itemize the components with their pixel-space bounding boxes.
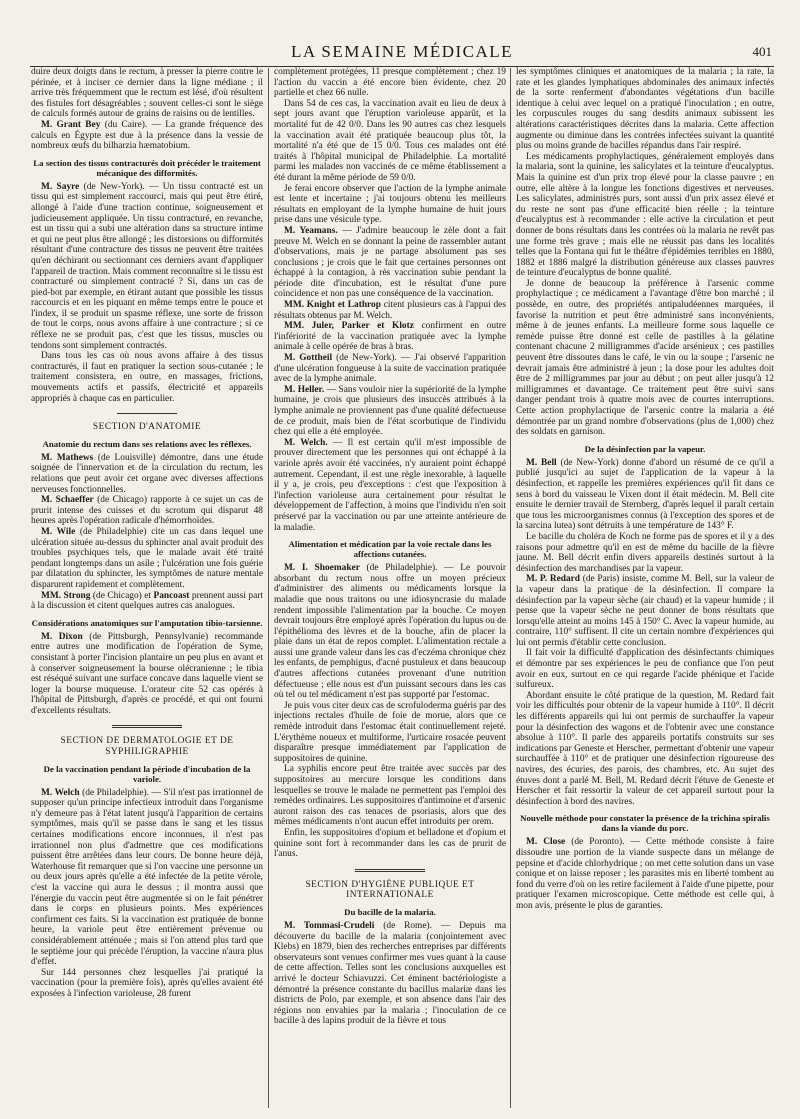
paragraph-text: (de New-York) donne d'abord un résumé de ce qu'il a publié jusqu'ici au sujet de l'application de la vapeur à la désinfection, et rappelle les premières expériences qu'il fit dans ce sens à bord du vaisseau le Vixen dont il était médecin. M. Bell cite ensuite le dernier travail de Sternberg, d'après lequel il paraît certain que tous les microorganismes connus (à l'exception des spores et de la sarcina lutea) sont détruits à une température de 143° F. [516, 457, 774, 532]
speaker-name: M. Bell [526, 457, 557, 468]
paragraph [516, 458, 774, 532]
paragraph-text: (de Chicago) et [90, 590, 154, 601]
article-heading: Considérations anatomiques sur l'amputation tibio-tarsienne. [31, 617, 263, 628]
paragraph: Je ferai encore observer que l'action de la lymphe animale est lente et incertaine ; j'ai toujours obtenu les meilleurs résultats en employant de la lymphe humaine de huit jours prise dans une vésicule type. [274, 183, 506, 226]
paragraph-text: (de Philadelphie) cite un cas dans lequel une ulcération située au-dessus du sphincter anal avait produit des troubles psychiques tels, que le malade avait été traité pendant longtemps dans un asile ; l'ulcération une fois guérie par dilatation du sphincter, les symptômes de nature mentale disparurent rapidement et complètement. [31, 526, 263, 590]
paragraph: Je donne de beaucoup la préférence à l'arsenic comme prophylactique ; ce médicament a l'avantage d'être bon marché ; il possède, en outre, des propriétés antipaludéennes marquées, il favorise la nutrition et peut être administré sans inconvénients, même à de jeunes enfants. La meilleure forme sous laquelle ce remède puisse être donné est celle de pastilles à la gélatine contenant chacune 2 milligrammes d'acide arsénieux ; ces pastilles peuvent être dissoutes dans le café, le vin ou la soupe ; l'arsenic ne devrait jamais être administré à jeun ; la dose pour les adultes doit être de 2 milligrammes par jour au début ; on peut aller jusqu'à 12 milligrammes et davantage. Ce traitement peut être suivi sans danger pendant trois à quatre mois avec de courtes interruptions. Cette action prophylactique de l'arsenic contre la malaria a été démontrée par un grand nombre d'observations (plus de 1,000) chez des soldats en garnison. [516, 278, 774, 438]
paragraph-text: — J'admire beaucoup le zèle dont a fait preuve M. Welch en se donnant la peine de rassembler autant d'observations, mais je ne partage absolument pas ses conclusions ; je crois que le fait que certaines personnes ont échappé à la contagion, à rès vaccination subie pendant la période dite d'incubation, est le résultat d'une pure coïncidence et non pas une conséquence de la vaccination. [274, 225, 506, 300]
speaker-name: M. Gottheil [284, 353, 333, 364]
paragraph: Dans tous les cas où nous avons affaire à des tissus contracturés, il faut en pratiquer la section sous-cutanée ; le traitement consistera, en outre, en massages, frictions, mouvements actifs et passifs, électricité et appareils appropriés à chaque cas en particulier. [31, 351, 263, 404]
paragraph-text: (de Rome). — Depuis ma découverte du bacille de la malaria (conjointement avec Klebs) en 1879, bien des recherches entreprises par différents observateurs sont venues confirmer mes vues quant à la cause de cette affection. Telles sont les conclusions auxquelles est arrivé le docteur Schiavuzzi. Cet éminent bactériologiste a démontré la présence constante du bacillus malariæ dans les districts de Polo, par exemple, et son absence dans l'air des régions non envahies par la malaria ; l'inoculation de ce bacille à des lapins produit de la fièvre et tous [274, 920, 506, 1027]
paragraph [274, 563, 506, 701]
speaker-name: M. Heller. [284, 384, 325, 395]
section-title: SECTION D'ANATOMIE [92, 422, 202, 433]
column-right [516, 67, 774, 1107]
paragraph-text: confirment en outre l'infériorité de la vaccination pratiquée avec la lymphe animale à celle opérée de bras à bras. [274, 321, 506, 353]
page-header [30, 38, 774, 67]
paragraph [31, 495, 263, 527]
article-heading: Du bacille de la malaria. [344, 906, 436, 917]
paragraph-text: citent plusieurs cas à l'appui des résultats obtenus par M. Welch. [274, 300, 506, 321]
speaker-name: Pancoast [153, 590, 190, 601]
column-left [31, 67, 263, 1107]
paragraph [274, 226, 506, 300]
paragraph-text: (de New-York). — Un tissu contracté est un tissu qui est simplement raccourci, mais qui peut être étiré, allongé à l'aide d'une traction continue, soigneusement et judicieusement appliquée. Un tissu contracturé, en revanche, est un tissu qui a subi une altération dans sa structure intime et qui ne peut plus être allongé ; les distorsions ou difformités résultant d'une contracture des tissus ne peuvent être traitées qu'en déchirant ou sectionnant ces derniers avant d'appliquer l'appareil de traction. Mais comment reconnaître si le tissu est contracturé ou simplement contracté ? Si, dans un cas de pied-bot par exemple, en étirant autant que possible les tissus raccourcis et en les piquant en même temps entre le pouce et l'index, il se produit un spasme réflexe, une sorte de frisson de tout le corps, nous avons affaire à une contracture ; si ce réflexe ne se produit pas, c'est que les tissus, muscles ou tendons sont simplement contractés. [31, 181, 263, 351]
journal-title: LA SEMAINE MÉDICALE [290, 42, 514, 61]
paragraph: Les médicaments prophylactiques, généralement employés dans la malaria, sont la quinine, les salicylates et la teinture d'eucalyptus. Mais la quinine est d'un prix trop élevé pour la classe pauvre ; en outre, elle altère à la longue les fonctions digestives et nerveuses. Les salicylates, administrés purs, sont aussi d'un prix assez élevé et du reste ne sont pas d'une efficacité bien réelle ; la teinture d'eucalyptus est à recommander : elle active la circulation et peut donner de bons résultats dans les contrées où la malaria ne revêt pas une forme très grave ; mais elle ne réussit pas dans les localités telles que la Fontana qui fut le théâtre d'épidémies terribles en 1880, 1882 et 1886 malgré la distribution généreuse aux classes pauvres de teinture d'eucalyptus de bonne qualité. [516, 151, 774, 279]
paragraph [31, 632, 263, 717]
paragraph: Le bacille du choléra de Koch ne forme pas de spores et il y a des raisons pour admettre qu'il en est de même du bacille de la fièvre jaune. M. Bell décrit enfin divers appareils destinés surtout à la désinfection des marchandises par la vapeur. [516, 531, 774, 574]
paragraph: Je puis vous citer deux cas de scrofuloderma guéris par des injections rectales d'huile de foie de morue, alors que ce remède introduit dans l'estomac était continuellement rejeté. L'érythème noueux et multiforme, l'urticaire rosacée peuvent disparaître presque immédiatement par l'application de suppositoires de quinine. [274, 700, 506, 764]
paragraph-text: — Sans vouloir nier la supériorité de la lymphe humaine, je crois que plusieurs des insuccès attribués à la lymphe animale ne proviennent pas d'une qualité défectueuse de ce produit, mais bien de l'état scorbutique de l'individu chez qui elle a été employée. [274, 384, 506, 438]
article-heading: De la vaccination pendant la période d'incubation de la variole. [43, 763, 251, 784]
speaker-name: M. Mathews [41, 452, 94, 463]
paragraph-text: (de Poronto). — Cette méthode consiste à faire dissoudre une portion de la viande suspecte dans un mélange de pepsine et d'acide chlorhydrique ; on met cette solution dans un vase conique et on laisse reposer ; les parasites mis en liberté tombent au fond du verre d'où on les retire facilement à l'aide d'une pipette, pour pratiquer l'examen microscopique. Cette méthode est celle qui, à mon avis, présente le plus de garanties. [516, 837, 774, 911]
paragraph [31, 527, 263, 591]
speaker-name: M. Wile [41, 526, 76, 537]
paragraph [274, 300, 506, 321]
paragraph [31, 182, 263, 352]
paragraph-text: (de Pittsburgh, Pennsylvanie) recommande entre autres une modification de l'opération de Syme, consistant à porter l'incision plantaire un peu plus en avant et à conserver soigneusement la bourse olécranienne ; le tibia est réséqué suivant une surface concave dans laquelle vient se loger la bourse muqueuse. L'orateur cite 52 cas opérés à l'hôpital de Pittsburgh, d'après ce procédé, et qui ont fourni d'excellents résultats. [31, 631, 263, 716]
paragraph [31, 453, 263, 495]
paragraph [31, 120, 263, 152]
speaker-name: M. Yeamans. [284, 225, 338, 236]
speaker-name: M. Sayre [41, 181, 80, 192]
section-title: SECTION D'HYGIÈNE PUBLIQUE ET INTERNATIONALE [305, 879, 475, 901]
speaker-name: M. P. Redard [526, 574, 581, 585]
paragraph-text: (de Paris) insiste, comme M. Bell, sur la valeur de la vapeur dans la pratique de la désinfection. Il compare la désinfection par la vapeur sèche (air chaud) et la vapeur humide ; il pense que la vapeur sèche ne peut donner de bons résultats que lorsqu'elle atteint au moins 145 à 150° C. Avec la vapeur humide, au contraire, 110° suffisent. Il cite un certain nombre d'expériences qui lui ont permis d'établir cette conclusion. [516, 574, 774, 648]
paragraph [516, 574, 774, 648]
speaker-name: M. Close [526, 837, 566, 848]
speaker-name: M. Grant Bey [41, 119, 101, 130]
speaker-name: MM. Strong [41, 590, 91, 601]
paragraph-text: (du Caire). — La grande fréquence des calculs en Égypte est due à la présence dans la vessie de nombreux œufs du bilharzia hæmatobium. [31, 119, 263, 152]
speaker-name: M. Dixon [41, 631, 83, 642]
column-divider [268, 68, 269, 1108]
paragraph-text: prennent aussi part à la discussion et citent quelques autres cas analogues. [31, 590, 263, 612]
speaker-name: M. I. Shoemaker [284, 563, 360, 574]
paragraph: Dans 54 de ces cas, la vaccination avait eu lieu de deux à sept jours avant que l'éruption varioleuse apparût, et la mortalité fut de 42 0/0. Dans les 90 autres cas chez lesquels la vaccination avait été pratiquée beaucoup plus tôt, la mortalité n'a été que de 15 0/0. Tous ces malades ont été traités à l'hôpital municipal de Philadelphie. La mortalité parmi les malades non vaccinés de ce même établissement a été durant la même période de 59 0/0. [274, 98, 506, 183]
paragraph: complètement protégées, 11 presque complètement ; chez 19 l'action du vaccin a été encore bien évidente, chez 20 partielle et chez 66 nulle. [274, 67, 506, 99]
paragraph: duire deux doigts dans le rectum, à presser la pierre contre le périnée, et à inciser ce dernier dans la ligne médiane ; il arrive très fréquemment que le rectum est lésé, d'où résultent des fistules fort désagréables ; souvent celles-ci sont le siège de calculs formés autour de grains de raisins ou de lentilles. [31, 67, 263, 120]
paragraph: Enfin, les suppositoires d'opium et belladone et d'opium et quinine sont fort à recommander dans les cas de prurit de l'anus. [274, 827, 506, 860]
section-title: SECTION DE DERMATOLOGIE ET DE SYPHILIGRAPHIE [60, 736, 234, 758]
speaker-name: M. Welch. [284, 437, 328, 448]
paragraph [31, 788, 263, 968]
paragraph-text: — Il est certain qu'il m'est impossible de prouver directement que les personnes qui ont échappé à la variole après avoir été vaccinées, n'y auraient point échappé autrement. Cependant, il est une règle inexorable, à laquelle il y a, je crois, peu d'exceptions : c'est que l'exposition à l'infection varioleuse aura certainement pour résultat le développement de l'affection, à moins que l'individu n'en soit préservé par la vaccination ou par une atteinte antérieure de la maladie. [274, 437, 506, 533]
paragraph [274, 353, 506, 385]
article-heading: Anatomie du rectum dans ses relations avec les réflexes. [42, 438, 252, 449]
paragraph-text: (de Chicago) rapporte à ce sujet un cas de prurit intense des cuisses et du scrotum qui disparut 48 heures après l'opération radicale d'hémorrhoïdes. [31, 495, 263, 527]
paragraph [31, 591, 263, 612]
speaker-name: M. Schaeffer [41, 495, 94, 506]
paragraph-text: (de Philadelphie). — Le pouvoir absorbant du rectum nous offre un moyen précieux d'administrer des aliments ou médicaments lorsque la maladie que nous traitons ou une idiosyncrasie du malade rendent impossible l'alimentation par la bouche. Ce moyen devrait toujours être employé après l'opération du lupus ou de l'épithélioma des lèvres et de la bouche, afin de placer la plaie dans un état de repos complet. L'alimentation rectale a aussi une grande valeur dans les cas d'eczéma chronique chez les enfants, de pemphigus, d'acné pustuleux et dans beaucoup d'autres affections cutanées provenant d'une nutrition défectueuse ; elle nous est d'un puissant secours dans les cas où tel ou tel médicament n'est pas supporté par l'estomac. [274, 563, 506, 701]
paragraph: La syphilis encore peut être traitée avec succès par des suppositoires au mercure lorsque les conditions dans lesquelles se trouve le malade ne permettent pas l'emploi des remèdes ordinaires. Les suppositoires d'antimoine et d'arsenic auront raison des cas tenaces de psoriasis, alors que des mêmes médicaments n'ont aucun effet introduits per orem. [274, 764, 506, 828]
paragraph [516, 837, 774, 911]
column-middle [274, 67, 506, 1107]
paragraph-text: (de Louisville) démontre, dans une étude soignée de l'innervation et de la circulation du rectum, les relations que peut avoir cet organe avec diverses affections nerveuses fonctionnelles. [31, 452, 263, 495]
separator-rule [112, 725, 182, 728]
paragraph [274, 438, 506, 533]
speaker-name: MM. Juler, Parker et Klotz [284, 321, 414, 332]
paragraph [274, 921, 506, 1027]
paragraph: Abordant ensuite le côté pratique de la question, M. Redard fait voir les difficultés pour obtenir de la vapeur humide à 110°. Il décrit les différents appareils qui lui ont permis de surchauffer la vapeur pour la désinfection des wagons et de l'obtenir avec une constance absolue à 110°. Il parle des appareils portatifs construits sur ses indications par Geneste et Herscher, permettant d'obtenir une vapeur surchauffée à 110° et de pratiquer une désinfection rigoureuse des navires, des écuries, des parois, des chambres, etc. Au sujet des étuves dont a parlé M. Bell, M. Redard décrit l'étuve de Geneste et Herscher et fait ressortir la valeur de cet appareil surtout pour la désinfection à bord des navires. [516, 690, 774, 807]
page-number: 401 [752, 44, 772, 59]
separator-rule [117, 413, 177, 414]
paragraph-text: (de Philadelphie). — S'il n'est pas irrationnel de supposer qu'un principe infectieux introduit dans l'organisme n'y demeure pas à l'état latent jusqu'à l'apparition de certains symptômes, mais qu'il se passe dans le sang et les tissus certaines modifications encore inconnues, il n'est pas irrationnel non plus d'admettre que ces modifications puissent être arrêtées dans leur cours. De bonne heure déjà, Waterhouse fit remarquer que si l'on vaccine une personne un ou deux jours après qu'elle a été infectée de la petite vérole, c'est la vaccine qui aura le dessus ; il montra aussi que l'énergie du vaccin peut être augmentée si on le fait pénétrer dans le corps en plusieurs points. Mes expériences confirment ces faits. Si la vaccination est pratiquée de bonne heure, la variole peut être entièrement prévenue ou considérablement atténuée ; mais si l'on attend plus tard que le septième jour qui précède l'éruption, la vaccine n'aura plus d'effet. [31, 787, 263, 968]
speaker-name: M. Tommasi-Crudeli [284, 920, 375, 931]
column-divider [510, 68, 511, 1108]
article-heading: Nouvelle méthode pour constater la présence de la trichina spiralis dans la viande du porc. [520, 813, 770, 834]
paragraph [274, 385, 506, 438]
article-heading: Alimentation et médication par la voie rectale dans les affections cutanées. [288, 539, 492, 560]
article-heading: La section des tissus contracturés doit précéder le traitement mécanique des difformités. [33, 157, 261, 178]
speaker-name: M. Welch [41, 787, 80, 798]
article-heading: De la désinfection par la vapeur. [584, 443, 706, 454]
paragraph-text: (de New-York). — J'ai observé l'apparition d'une ulcération fongueuse à la suite de vaccination pratiquée avec de la lymphe animale. [274, 353, 506, 385]
paragraph [274, 321, 506, 353]
separator-rule [355, 869, 425, 872]
speaker-name: MM. Knight et Lathrop [284, 300, 381, 311]
paragraph: Sur 144 personnes chez lesquelles j'ai pratiqué la vaccination (pour la première fois), après qu'elles avaient été exposées à l'infection varioleuse, 28 furent [31, 967, 263, 999]
paragraph: Il fait voir la difficulté d'application des désinfectants chimiques et démontre par ses expériences le peu de confiance que l'on peut avoir en eux, surtout en ce qui regarde l'acide phénique et l'acide sulfureux. [516, 648, 774, 691]
paragraph: les symptômes cliniques et anatomiques de la malaria ; la rate, la rate et les glandes lymphatiques abdominales des animaux infectés de la sorte renferment d'abondantes végétations d'un bacille identique à celui avec lequel on a pratiqué l'inoculation ; en outre, les corpuscules rouges du sang desdits animaux subissent les altérations caractéristiques décrites dans la malaria. Cette affection augmente ou diminue dans les contrées infectées suivant la quantité plus ou moins grande de bacilles répandus dans l'air respiré. [516, 67, 774, 152]
